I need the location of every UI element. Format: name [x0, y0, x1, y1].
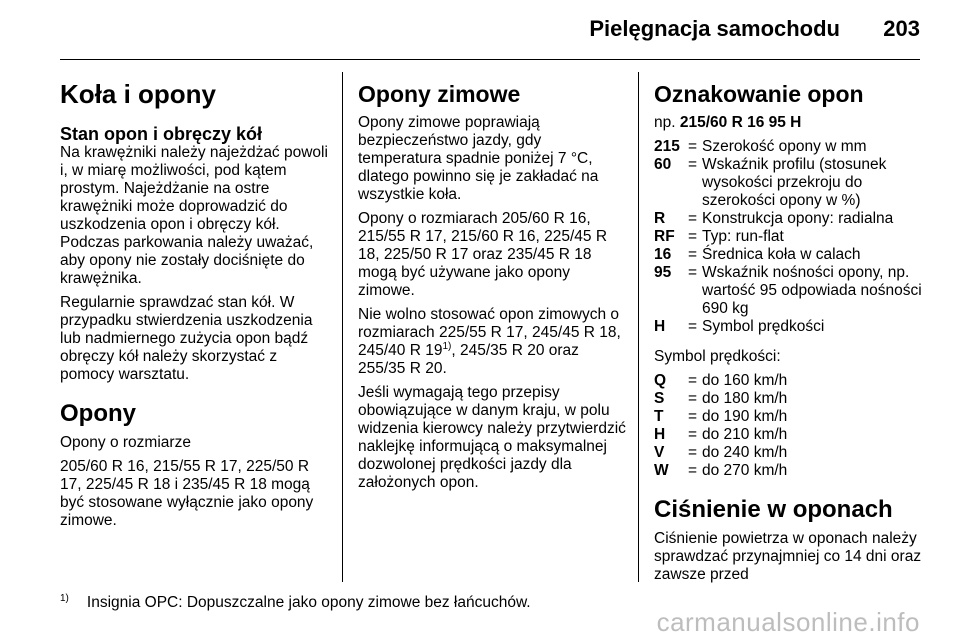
equals-sign: =	[688, 318, 698, 335]
equals-sign: =	[688, 390, 698, 407]
definition: do 210 km/h	[702, 426, 788, 443]
term: V	[654, 444, 665, 461]
definition-row	[654, 264, 924, 318]
term: T	[654, 408, 664, 425]
footnote-ref: 1)	[442, 340, 452, 352]
speed-symbol-label: Symbol prędkości:	[654, 348, 781, 365]
speed-row	[654, 408, 924, 426]
term: 16	[654, 246, 672, 263]
definition: do 240 km/h	[702, 444, 788, 461]
definition-row	[654, 228, 924, 246]
column-3	[654, 72, 924, 590]
header-rule	[60, 59, 920, 60]
paragraph-pressure: Ciśnienie powietrza w oponach należy sprawdzać przynajmniej co 14 dni oraz zawsze przed	[654, 530, 922, 583]
equals-sign: =	[688, 210, 698, 227]
equals-sign: =	[688, 444, 698, 461]
definition: Typ: run-flat	[702, 228, 784, 245]
paragraph-winter-sticker: Jeśli wymagają tego przepisy obowiązujące w danym kraju, w polu widzenia kierowcy należy przytwierdzić naklejkę informującą o maksymalnej dozwolonej prędkości jazdy dla założonych opon.	[358, 384, 626, 491]
footnote	[60, 590, 531, 612]
term: Q	[654, 372, 667, 389]
definition: do 270 km/h	[702, 462, 788, 479]
column-2	[358, 72, 628, 498]
term: H	[654, 426, 666, 443]
paragraph-sizes-intro: Opony o rozmiarze	[60, 434, 191, 451]
paragraph-winter-forbidden: Nie wolno stosować opon zimowych o rozmiarach 225/55 R 17, 245/45 R 18, 245/40 R 19$^{1)}$, 245/35 R 20 oraz 255/35 R 20.	[358, 306, 621, 377]
paragraph-check: Regularnie sprawdzać stan kół. W przypadku stwierdzenia uszkodzenia lub nadmiernego zużycia opon bądź obręczy kół należy skorzystać z pomocy warsztatu.	[60, 294, 313, 383]
column-divider	[638, 72, 639, 582]
running-title: Pielęgnacja samochodu	[589, 16, 840, 41]
paragraph-winter-safety: Opony zimowe poprawiają bezpieczeństwo jazdy, gdy temperatura spadnie poniżej 7 °C, dlatego powinno się je zakładać na wszystkie koła.	[358, 114, 599, 203]
column-divider	[342, 72, 343, 582]
section-heading-pressure: Ciśnienie w oponach	[654, 496, 893, 523]
column-1	[60, 72, 332, 536]
term: W	[654, 462, 669, 479]
definition-row	[654, 138, 924, 156]
definition-row	[654, 318, 924, 336]
definition-row	[654, 210, 924, 228]
definition: Wskaźnik nośności opony, np. wartość 95 odpowiada nośności 690 kg	[702, 264, 922, 317]
page-header	[0, 0, 960, 60]
footnote-text: Insignia OPC: Dopuszczalne jako opony zimowe bez łańcuchów.	[86, 594, 531, 612]
equals-sign: =	[688, 264, 698, 281]
paragraph-curbs: Na krawężniki należy najeżdżać powoli i, w miarę możliwości, pod kątem prostym. Najeżdżanie na ostre krawężniki może doprowadzić do uszkodzenia opon i obręczy kół. Podczas parkowania należy uważać, aby opony nie zostały dociśnięte do krawężnika.	[60, 144, 328, 287]
definition: do 190 km/h	[702, 408, 788, 425]
term: 95	[654, 264, 672, 281]
section-heading-marking: Oznakowanie opon	[654, 81, 864, 107]
footnote-mark: 1)	[60, 593, 69, 604]
definition: Średnica koła w calach	[702, 246, 861, 263]
section-heading-winter: Opony zimowe	[358, 81, 521, 107]
paragraph-winter-sizes: Opony o rozmiarach 205/60 R 16, 215/55 R 17, 215/60 R 16, 225/45 R 18, 225/50 R 17 oraz 235/45 R 18 mogą być używane jako opony zimowe.	[358, 210, 608, 299]
equals-sign: =	[688, 156, 698, 173]
definition: do 180 km/h	[702, 390, 788, 407]
paragraph-sizes: 205/60 R 16, 215/55 R 17, 225/50 R 17, 225/45 R 18 i 235/45 R 18 mogą być stosowane wyłącznie jako opony zimowe.	[60, 458, 314, 529]
term: 60	[654, 156, 672, 173]
definition: Szerokość opony w mm	[702, 138, 867, 155]
definition: Symbol prędkości	[702, 318, 825, 335]
equals-sign: =	[688, 462, 698, 479]
speed-row	[654, 426, 924, 444]
marking-definitions	[654, 138, 924, 336]
definition: Wskaźnik profilu (stosunek wysokości przekroju do szerokości opony w %)	[702, 156, 887, 209]
equals-sign: =	[688, 138, 698, 155]
definition: do 160 km/h	[702, 372, 788, 389]
watermark: carmanualsonline.info	[656, 607, 920, 637]
speed-symbols	[654, 372, 924, 480]
term: R	[654, 210, 666, 227]
equals-sign: =	[688, 426, 698, 443]
definition-row	[654, 246, 924, 264]
subheading-condition: Stan opon i obręczy kół	[60, 124, 263, 144]
definition-row	[654, 156, 924, 210]
page-number: 203	[883, 16, 920, 41]
equals-sign: =	[688, 372, 698, 389]
section-heading-wheels: Koła i opony	[60, 79, 216, 109]
subheading-tyres: Opony	[60, 400, 136, 427]
speed-row	[654, 462, 924, 480]
definition: Konstrukcja opony: radialna	[702, 210, 894, 227]
marking-example: np. 215/60 R 16 95 H	[654, 114, 802, 131]
speed-row	[654, 372, 924, 390]
term: RF	[654, 228, 675, 245]
term: 215	[654, 138, 680, 155]
speed-row	[654, 390, 924, 408]
term: S	[654, 390, 665, 407]
term: H	[654, 318, 666, 335]
equals-sign: =	[688, 228, 698, 245]
speed-row	[654, 444, 924, 462]
equals-sign: =	[688, 246, 698, 263]
equals-sign: =	[688, 408, 698, 425]
